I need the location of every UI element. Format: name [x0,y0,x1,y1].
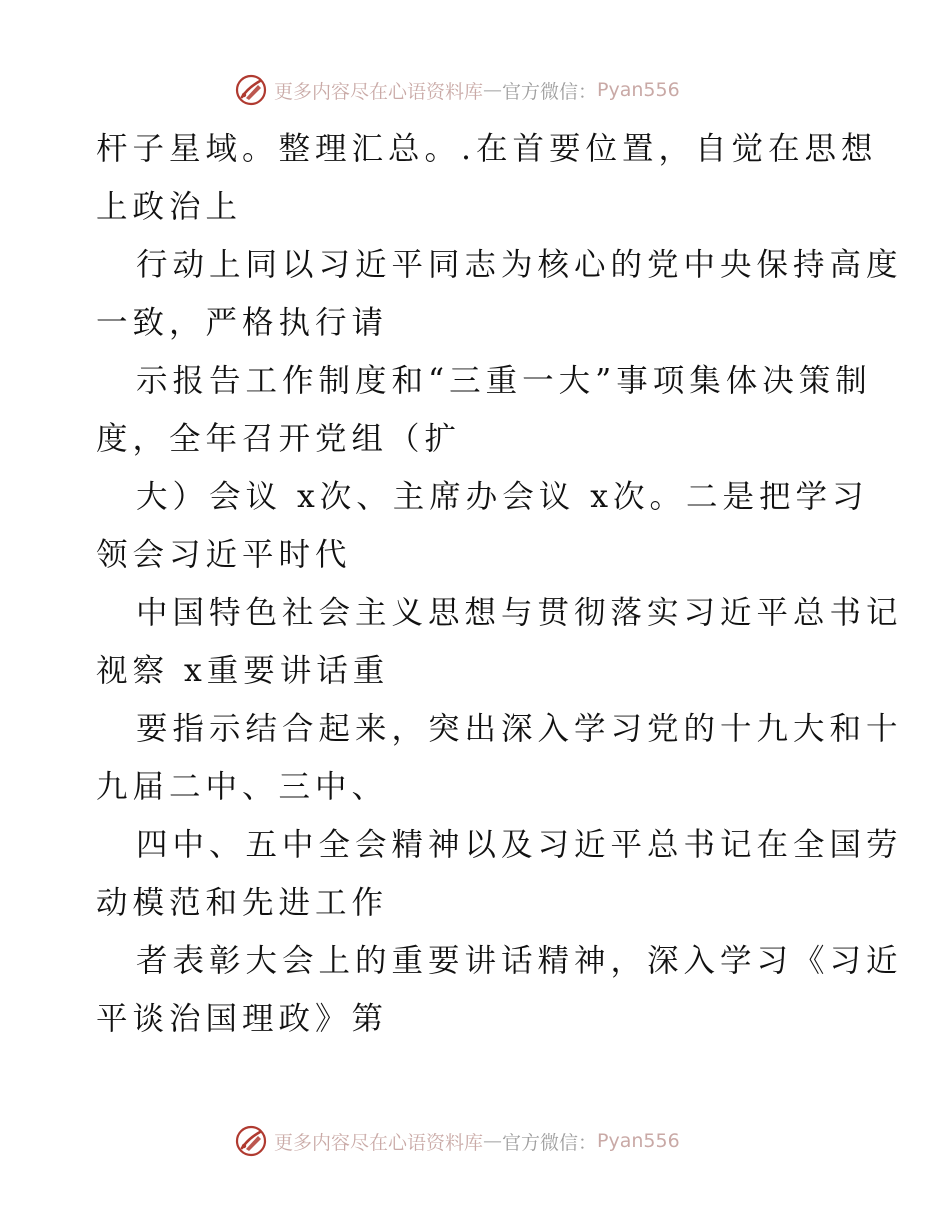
body-line: 示报告工作制度和“三重一大”事项集体决策制 [136,363,872,399]
watermark-dash: — [483,79,503,101]
body-line: 要指示结合起来，突出深入学习党的十九大和十 [136,711,903,747]
watermark-main-text: 更多内容尽在心语资料库 [274,1131,484,1154]
watermark-dash: — [483,1130,503,1152]
pen-logo-icon [234,1124,268,1158]
body-line: 者表彰大会上的重要讲话精神，深入学习《习近 [136,943,903,979]
body-line: 上政治上 [96,189,243,225]
body-line: 动模范和先进工作 [96,885,389,921]
watermark-main-text: 更多内容尽在心语资料库 [274,80,484,103]
body-line: 九届二中、三中、 [96,769,389,805]
watermark-wechat-id: Pyan556 [597,1130,680,1152]
document-body [96,120,903,1048]
body-line: 一致，严格执行请 [96,305,389,341]
watermark-wechat-label: 官方微信： [502,1131,598,1154]
watermark-wechat-id: Pyan556 [597,79,680,101]
header-watermark [234,73,680,107]
body-line: 领会习近平时代 [96,537,352,573]
body-line: 行动上同以习近平同志为核心的党中央保持高度 [136,247,903,283]
body-line: 四中、五中全会精神以及习近平总书记在全国劳 [136,827,903,863]
body-line: 中国特色社会主义思想与贯彻落实习近平总书记 [136,595,903,631]
body-line: 大）会议 x次、主席办会议 x次。二是把学习 [136,479,869,515]
footer-watermark [234,1124,680,1158]
body-line: 度，全年召开党组（扩 [96,421,462,457]
body-line: 视察 x重要讲话重 [96,653,390,689]
pen-logo-icon [234,73,268,107]
watermark-wechat-label: 官方微信： [502,80,598,103]
body-line: 杆子星域。整理汇总。.在首要位置，自觉在思想 [96,131,878,167]
body-line: 平谈治国理政》第 [96,1001,389,1037]
